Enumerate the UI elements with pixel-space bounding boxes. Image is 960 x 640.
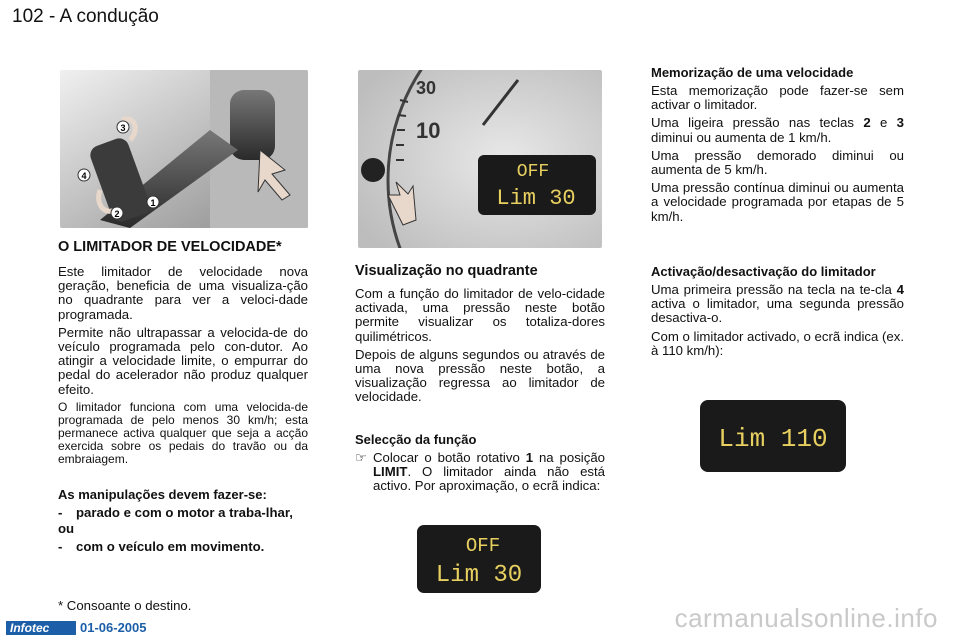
right-column-top xyxy=(651,66,904,228)
operation-note: O limitador funciona com uma velocida-de programada de pelo menos 30 km/h; esta permanece activa qualquer que seja a acção exercida sobre os pedais do travão ou da embraiagem. xyxy=(58,399,308,466)
memorization-p1: Esta memorização pode fazer-se sem activar o limitador. xyxy=(651,83,904,113)
or-text: ou xyxy=(58,521,75,537)
footnote: * Consoante o destino. xyxy=(58,598,192,613)
display-paragraph-1: Com a função do limitador de velo-cidade activada, uma pressão neste botão permite visualizar os totaliza-dores quilimétricos. xyxy=(355,286,605,344)
middle-column xyxy=(355,264,605,493)
memorization-p3: Uma pressão demorado diminui ou aumenta de 5 km/h. xyxy=(651,147,904,178)
page-number: 102 xyxy=(12,6,44,27)
activation-p1: Uma primeira pressão na tecla na te-cla 4 activa o limitador, uma segunda pressão desactiva-o. xyxy=(651,282,904,326)
selection-item: ☞ Colocar o botão rotativo 1 na posição LIMIT. O limitador ainda não está activo. Por aproximação, o ecrã indica: xyxy=(355,449,606,494)
page-header: 102 - A condução xyxy=(12,6,159,27)
stalk-illustration xyxy=(60,70,308,228)
dial-mark-30: 30 xyxy=(416,78,437,98)
display-section-title: Visualização no quadrante xyxy=(355,263,538,279)
stalk-label-3: 3 xyxy=(120,123,126,133)
display-lim: Lim 30 xyxy=(496,186,576,211)
section-title: A condução xyxy=(59,6,159,27)
print-date: 01-06-2005 xyxy=(80,620,147,635)
infotec-logo: Infotec xyxy=(6,621,76,635)
activation-title: Activação/desactivação do limitador xyxy=(651,264,876,279)
memorization-title: Memorização de uma velocidade xyxy=(651,65,854,80)
limiter-title: O LIMITADOR DE VELOCIDADE* xyxy=(58,239,282,255)
display-lim110-text: Lim 110 xyxy=(718,424,828,454)
stalk-label-2: 2 xyxy=(114,209,120,219)
stalk-label-1: 1 xyxy=(150,198,156,208)
manipulation-item: - com o veículo em movimento. xyxy=(58,539,265,555)
display-paragraph-2: Depois de alguns segundos ou através de uma nova pressão neste botão, a visualização regressa ao limitador de velocidade. xyxy=(355,346,605,405)
dial-mark-10: 10 xyxy=(416,118,441,143)
manipulations-title: As manipulações devem fazer-se: xyxy=(58,486,267,502)
left-column xyxy=(58,240,308,554)
selection-title: Selecção da função xyxy=(355,431,477,447)
stalk-label-4: 4 xyxy=(81,171,87,181)
display-off: OFF xyxy=(516,162,550,182)
watermark: carmanualsonline.info xyxy=(674,603,938,633)
display-off-lim30 xyxy=(417,525,541,593)
display-lim30-text: Lim 30 xyxy=(435,562,523,589)
description-paragraph: Permite não ultrapassar a velocida-de do veículo programada pelo con-dutor. Ao atingir a velocidade limite, o empurrar do pedal do acelerador não produz qualquer efeito. xyxy=(58,324,308,397)
dashboard-illustration xyxy=(358,70,602,248)
memorization-p2: Uma ligeira pressão nas teclas 2 e 3 diminui ou aumenta de 1 km/h. xyxy=(651,115,904,145)
pointing-hand-icon: ☞ xyxy=(355,449,367,465)
manipulation-item: - parado e com o motor a traba-lhar, xyxy=(58,504,293,520)
right-column-bottom xyxy=(651,265,904,362)
activation-p2: Com o limitador activado, o ecrã indica (ex. à 110 km/h): xyxy=(651,328,904,358)
display-lim110 xyxy=(700,400,846,472)
intro-paragraph: Este limitador de velocidade nova geração, beneficia de uma visualiza-ção no quadrante para ver a veloci-dade programada. xyxy=(58,264,308,322)
memorization-p4: Uma pressão contínua diminui ou aumenta a velocidade programada por etapas de 5 km/h. xyxy=(651,180,904,224)
display-off-text: OFF xyxy=(465,535,501,557)
